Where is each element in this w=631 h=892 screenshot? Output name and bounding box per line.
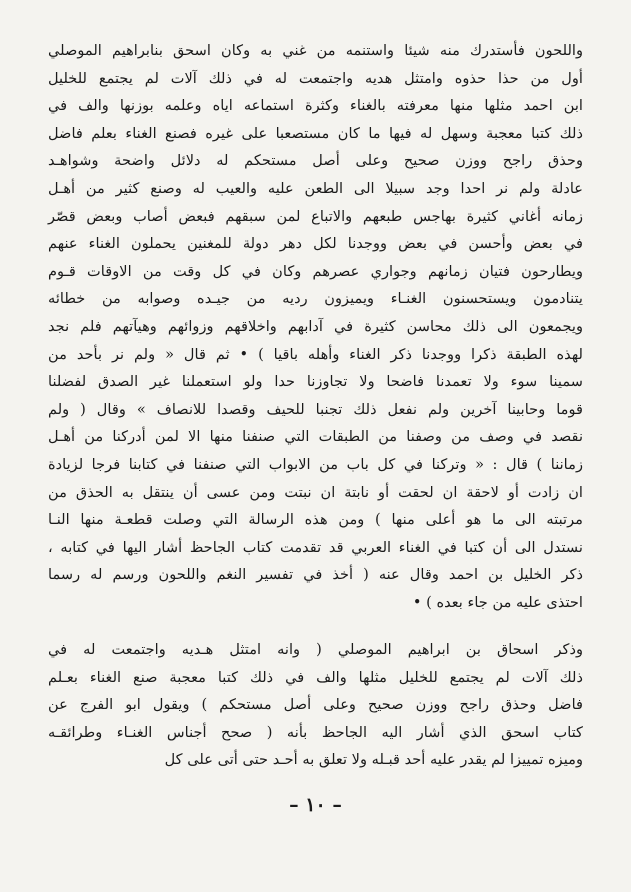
text-line: كتاب اسحق الذي أشار اليه الجاحظ بأنه ( صحح أجناس الغنـاء وطرائقـه [48, 723, 583, 741]
text-line: مرتبته الى ما هو أعلى منها ) ومن هذه الرسالة التي وصلت قطعـة منها النـا [48, 511, 583, 529]
text-line: وحذق راجح ووزن صحيح وعلى أصل مستحكم له دلائل واضحة وشواهـد [48, 152, 583, 170]
text-line: ذلك كتبا معجبة وسهل له فيها ما كان مستصعبا على غيره فصنع الغناء بعلم فاضل [48, 124, 583, 142]
text-line: ذكر الخليل بن احمد وقال عنه ( أخذ في تفسير النغم واللحون ورسم له رسما [48, 566, 583, 584]
text-line: لهذه الطبقة ذكرا ووجدنا ذكر الغناء وأهله باقيا ) • ثم قال « ولم نر بأحد من [48, 345, 583, 363]
text-line: زمانه أغاني كثيرة بهاجس طبعهم والاتباع لمن سبقهم فبعض أصاب وبعض قصّر [48, 207, 583, 225]
text-line: احتذى عليه من جاء بعده ) • [412, 593, 583, 611]
text-line: قوما وحابينا آخرين ولم نفعل ذلك تجنبا للحيف وقصدا للانصاف » وقال ( ولم [48, 400, 583, 418]
text-line: ذلك آلات لم يجتمع للخليل مثلها والف في ذلك كتبا معجبة صنع الغناء بعـلم [48, 668, 583, 686]
page-number: – ١٠ – [289, 794, 342, 816]
text-line: ويجمعون الى ذلك محاسن كثيرة في آدابهم واخلاقهم وزوائهم وهيآتهم فلم نجد [48, 317, 583, 335]
text-line: عادلة ولم نر احدا وجد سبيلا الى الطعن عليه والعيب له وصنع كثير من أهـل [48, 179, 583, 197]
text-line: وميزه تمييزا لم يقدر عليه أحد قبـله ولا تعلق به أحـد حتى أتى على كل [164, 751, 583, 769]
text-line: نقصد في وصف من وصفنا من الطبقات التي صنفنا منها الا لمن أدركنا من أهـل [48, 428, 583, 446]
text-line: ويطارحون فتيان زمانهم وجواري عصرهم وكان في كل وقت من الاوقات قـوم [48, 262, 583, 280]
text-line: يتنادمون ويستحسنون الغنـاء ويميزون رديه من جيـده وصوابه من خطائه [48, 290, 583, 308]
text-line: ابن احمد مثلها منها معرفته بالغناء وكثرة استماعه اياه وعلمه بوزنها والف في [48, 97, 583, 115]
text-line: وذكر اسحاق بن ابراهيم الموصلي ( وانه امتثل هـديه واجتمعت له في [48, 641, 583, 658]
text-line: نستدل الى أن كتبا في الغناء العربي قد تقدمت كتاب الجاحظ أشار اليها في كتابه ، [48, 538, 583, 556]
text-line: ان زادت أو لاحقة ان لحقت أو نابتة ان نبتت ومن عسى أن ينتقل به الحذق من [48, 483, 583, 501]
text-line: زماننا ) قال : « وتركنا في كل باب من الابواب التي صنفنا في كتابنا فرجا لزيادة [48, 455, 583, 473]
paragraph-1 [48, 37, 583, 616]
text-line: واللحون فأستدرك منه شيئا واستنمه من غني به وكان اسحق بنابراهيم الموصلي [48, 42, 583, 59]
text-line: أول من حذا حذوه وامتثل هديه واجتمعت له في ذلك آلات لم يجتمع للخليل [48, 69, 583, 87]
text-line: فاضل وحذق راجح ووزن صحيح وعلى أصل مستحكم ) ويقول ابو الفرج عن [48, 696, 583, 714]
text-line: في بعض وأحسن في بعض ووجدنا لكل دهر دولة للمغنين يحملون الغناء عنهم [48, 235, 583, 253]
text-line: سمينا سوء ولا تعمدنا فاضحا ولا تجاوزنا حدا ولو استعملنا غير الصدق لفضلنا [48, 373, 583, 391]
paragraph-2 [48, 636, 583, 774]
